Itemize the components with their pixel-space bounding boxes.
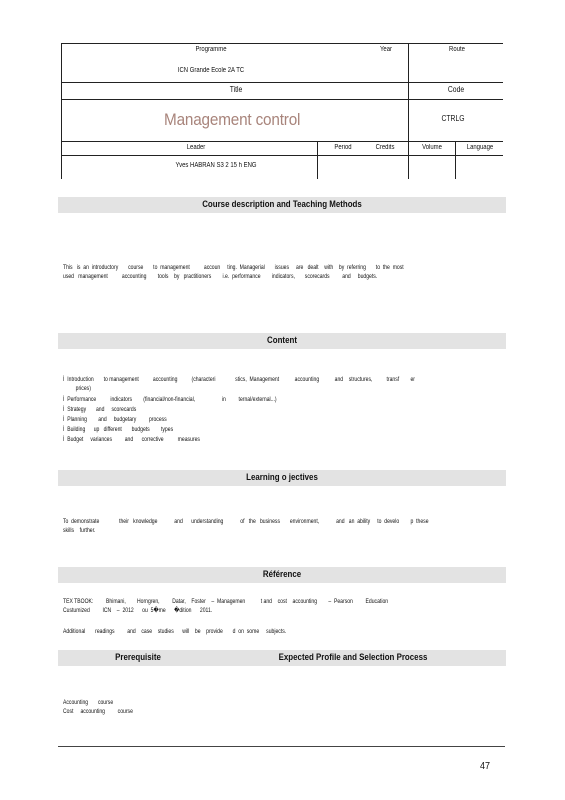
- reference-heading: Référence: [262, 569, 302, 579]
- credits-label: Credits: [375, 144, 395, 151]
- course-description-line-1: This is an introductory course to management accoun ting. Managerial issues are dealt with by referring to the most: [63, 264, 404, 271]
- learning-line-1: To demonstrate their knowledge and understanding of the business environment, and an ability to develo p these: [63, 518, 429, 525]
- content-line-5: İ Planning and budgetary process: [63, 416, 167, 423]
- year-label: Year: [379, 46, 393, 53]
- course-title: Management control: [164, 110, 301, 129]
- route-label: Route: [449, 46, 465, 53]
- expected-profile-heading: Expected Profile and Selection Process: [278, 652, 428, 662]
- content-line-7: İ Budget variances and corrective measures: [63, 436, 200, 443]
- page-number: 47: [480, 761, 491, 772]
- leader-label: Leader: [186, 144, 206, 151]
- programme-value: ICN Grande Ecole 2A TC: [177, 67, 245, 74]
- table-border-row3: [61, 141, 503, 142]
- prerequisite-line-1: Accounting course: [63, 699, 114, 706]
- period-label: Period: [334, 144, 352, 151]
- course-description-line-2: used management accounting tools by practitioners i.e. performance indicators, scorecards and budgets.: [63, 273, 378, 280]
- title-label: Title: [229, 85, 243, 94]
- content-line-4: İ Strategy and scorecards: [63, 406, 137, 413]
- section-bar-learning: [58, 470, 506, 486]
- content-line-2: prices): [63, 385, 91, 392]
- programme-label: Programme: [195, 46, 227, 53]
- learning-line-2: skills further.: [63, 527, 96, 534]
- content-line-1: İ Introduction to management accounting (characteri stics, Management accounting and structures, transf er: [63, 376, 415, 383]
- content-line-6: İ Building up different budgets types: [63, 426, 174, 433]
- section-bar-prerequisite: [58, 650, 506, 666]
- content-heading: Content: [267, 335, 297, 345]
- course-header-table: [61, 43, 503, 179]
- section-bar-content: [58, 333, 506, 349]
- table-divider-col: [408, 43, 409, 179]
- leader-value: Yves HABRAN S3 2 15 h ENG: [175, 162, 257, 169]
- reference-line-2: Custumized ICN – 2012 ou 5�me �dition 2011.: [63, 607, 213, 614]
- code-label: Code: [447, 85, 465, 94]
- course-description-heading: Course description and Teaching Methods: [202, 199, 362, 209]
- table-border-row4: [61, 155, 503, 156]
- reference-line-4: Additional readings and case studies will be provide d on some subjects.: [63, 628, 287, 635]
- reference-line-1: TEX TBOOK: Bhimani, Horngren, Datar, Foster – Managemen t and cost accounting – Pearson Education: [63, 598, 389, 605]
- prerequisite-line-2: Cost accounting course: [63, 708, 133, 715]
- table-border-row2: [61, 99, 503, 100]
- section-bar-reference: [58, 567, 506, 583]
- content-line-3: İ Performance indicators (financial/non-financial, in ternal/external...): [63, 396, 277, 403]
- table-border-row1: [61, 82, 503, 83]
- table-divider-language: [455, 141, 456, 179]
- language-label: Language: [466, 144, 494, 151]
- prerequisite-heading: Prerequisite: [115, 652, 161, 662]
- course-code: CTRLG: [441, 114, 465, 123]
- table-border-top: [61, 43, 503, 44]
- learning-heading: Learning o jectives: [246, 472, 318, 482]
- footer-divider: [58, 746, 505, 747]
- table-border-left: [61, 43, 62, 179]
- table-divider-period: [317, 141, 318, 179]
- section-bar-course-description: [58, 197, 506, 213]
- volume-label: Volume: [422, 144, 442, 151]
